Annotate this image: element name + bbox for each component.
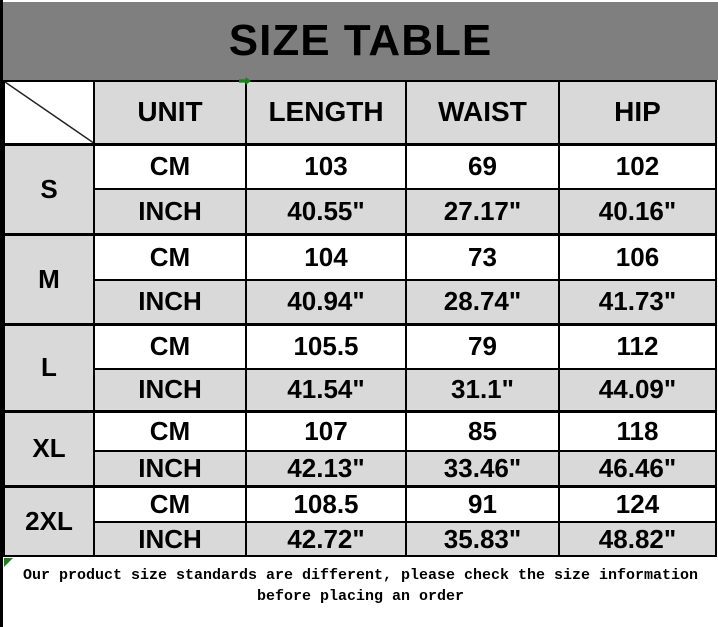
table-row [4,144,716,189]
measurement-cell: 28.74" [406,280,559,324]
measurement-cell: 35.83" [406,522,559,556]
measurement-cell: 118 [559,411,716,451]
measurement-cell: 33.46" [406,451,559,486]
measurement-cell: 42.72" [246,522,406,556]
measurement-cell: 103 [246,144,406,189]
column-header-hip: HIP [559,81,716,144]
measurement-cell: 105.5 [246,324,406,369]
measurement-cell: 44.09" [559,369,716,411]
corner-cell [4,81,94,144]
table-row [4,486,716,522]
column-header-waist: WAIST [406,81,559,144]
measurement-cell: 41.73" [559,280,716,324]
measurement-cell: 91 [406,486,559,522]
measurement-cell: 41.54" [246,369,406,411]
table-row [4,411,716,451]
footer-note [3,557,718,627]
measurement-cell: 112 [559,324,716,369]
measurement-cell: 106 [559,234,716,280]
unit-cell: CM [94,234,246,280]
diagonal-line-icon [5,82,93,143]
measurement-cell: 104 [246,234,406,280]
measurement-cell: 124 [559,486,716,522]
measurement-cell: 40.94" [246,280,406,324]
measurement-cell: 42.13" [246,451,406,486]
size-label-xl: XL [4,411,94,486]
measurement-cell: 108.5 [246,486,406,522]
size-table [3,80,717,557]
size-label-m: M [4,234,94,324]
unit-cell: INCH [94,451,246,486]
unit-cell: CM [94,411,246,451]
unit-cell: CM [94,324,246,369]
table-row [4,189,716,234]
header-row [4,81,716,144]
measurement-cell: 107 [246,411,406,451]
measurement-cell: 27.17" [406,189,559,234]
table-row [4,280,716,324]
table-row [4,324,716,369]
size-label-s: S [4,144,94,234]
page-title: SIZE TABLE [3,2,718,80]
table-row [4,451,716,486]
measurement-cell: 79 [406,324,559,369]
table-row [4,522,716,556]
green-corner-marker-icon [4,558,13,567]
measurement-cell: 40.16" [559,189,716,234]
measurement-cell: 69 [406,144,559,189]
unit-cell: CM [94,144,246,189]
size-label-2xl: 2XL [4,486,94,556]
unit-cell: CM [94,486,246,522]
footer-note-line1: Our product size standards are different, please check the size information [22,567,699,584]
measurement-cell: 73 [406,234,559,280]
measurement-cell: 40.55" [246,189,406,234]
footer-note-line2: before placing an order [256,588,465,605]
measurement-cell: 102 [559,144,716,189]
size-label-l: L [4,324,94,411]
column-header-length: LENGTH [246,81,406,144]
column-header-unit: UNIT [94,81,246,144]
unit-cell: INCH [94,369,246,411]
table-row [4,234,716,280]
measurement-cell: 46.46" [559,451,716,486]
measurement-cell: 85 [406,411,559,451]
unit-cell: INCH [94,280,246,324]
measurement-cell: 31.1" [406,369,559,411]
unit-cell: INCH [94,189,246,234]
table-row [4,369,716,411]
unit-cell: INCH [94,522,246,556]
measurement-cell: 48.82" [559,522,716,556]
